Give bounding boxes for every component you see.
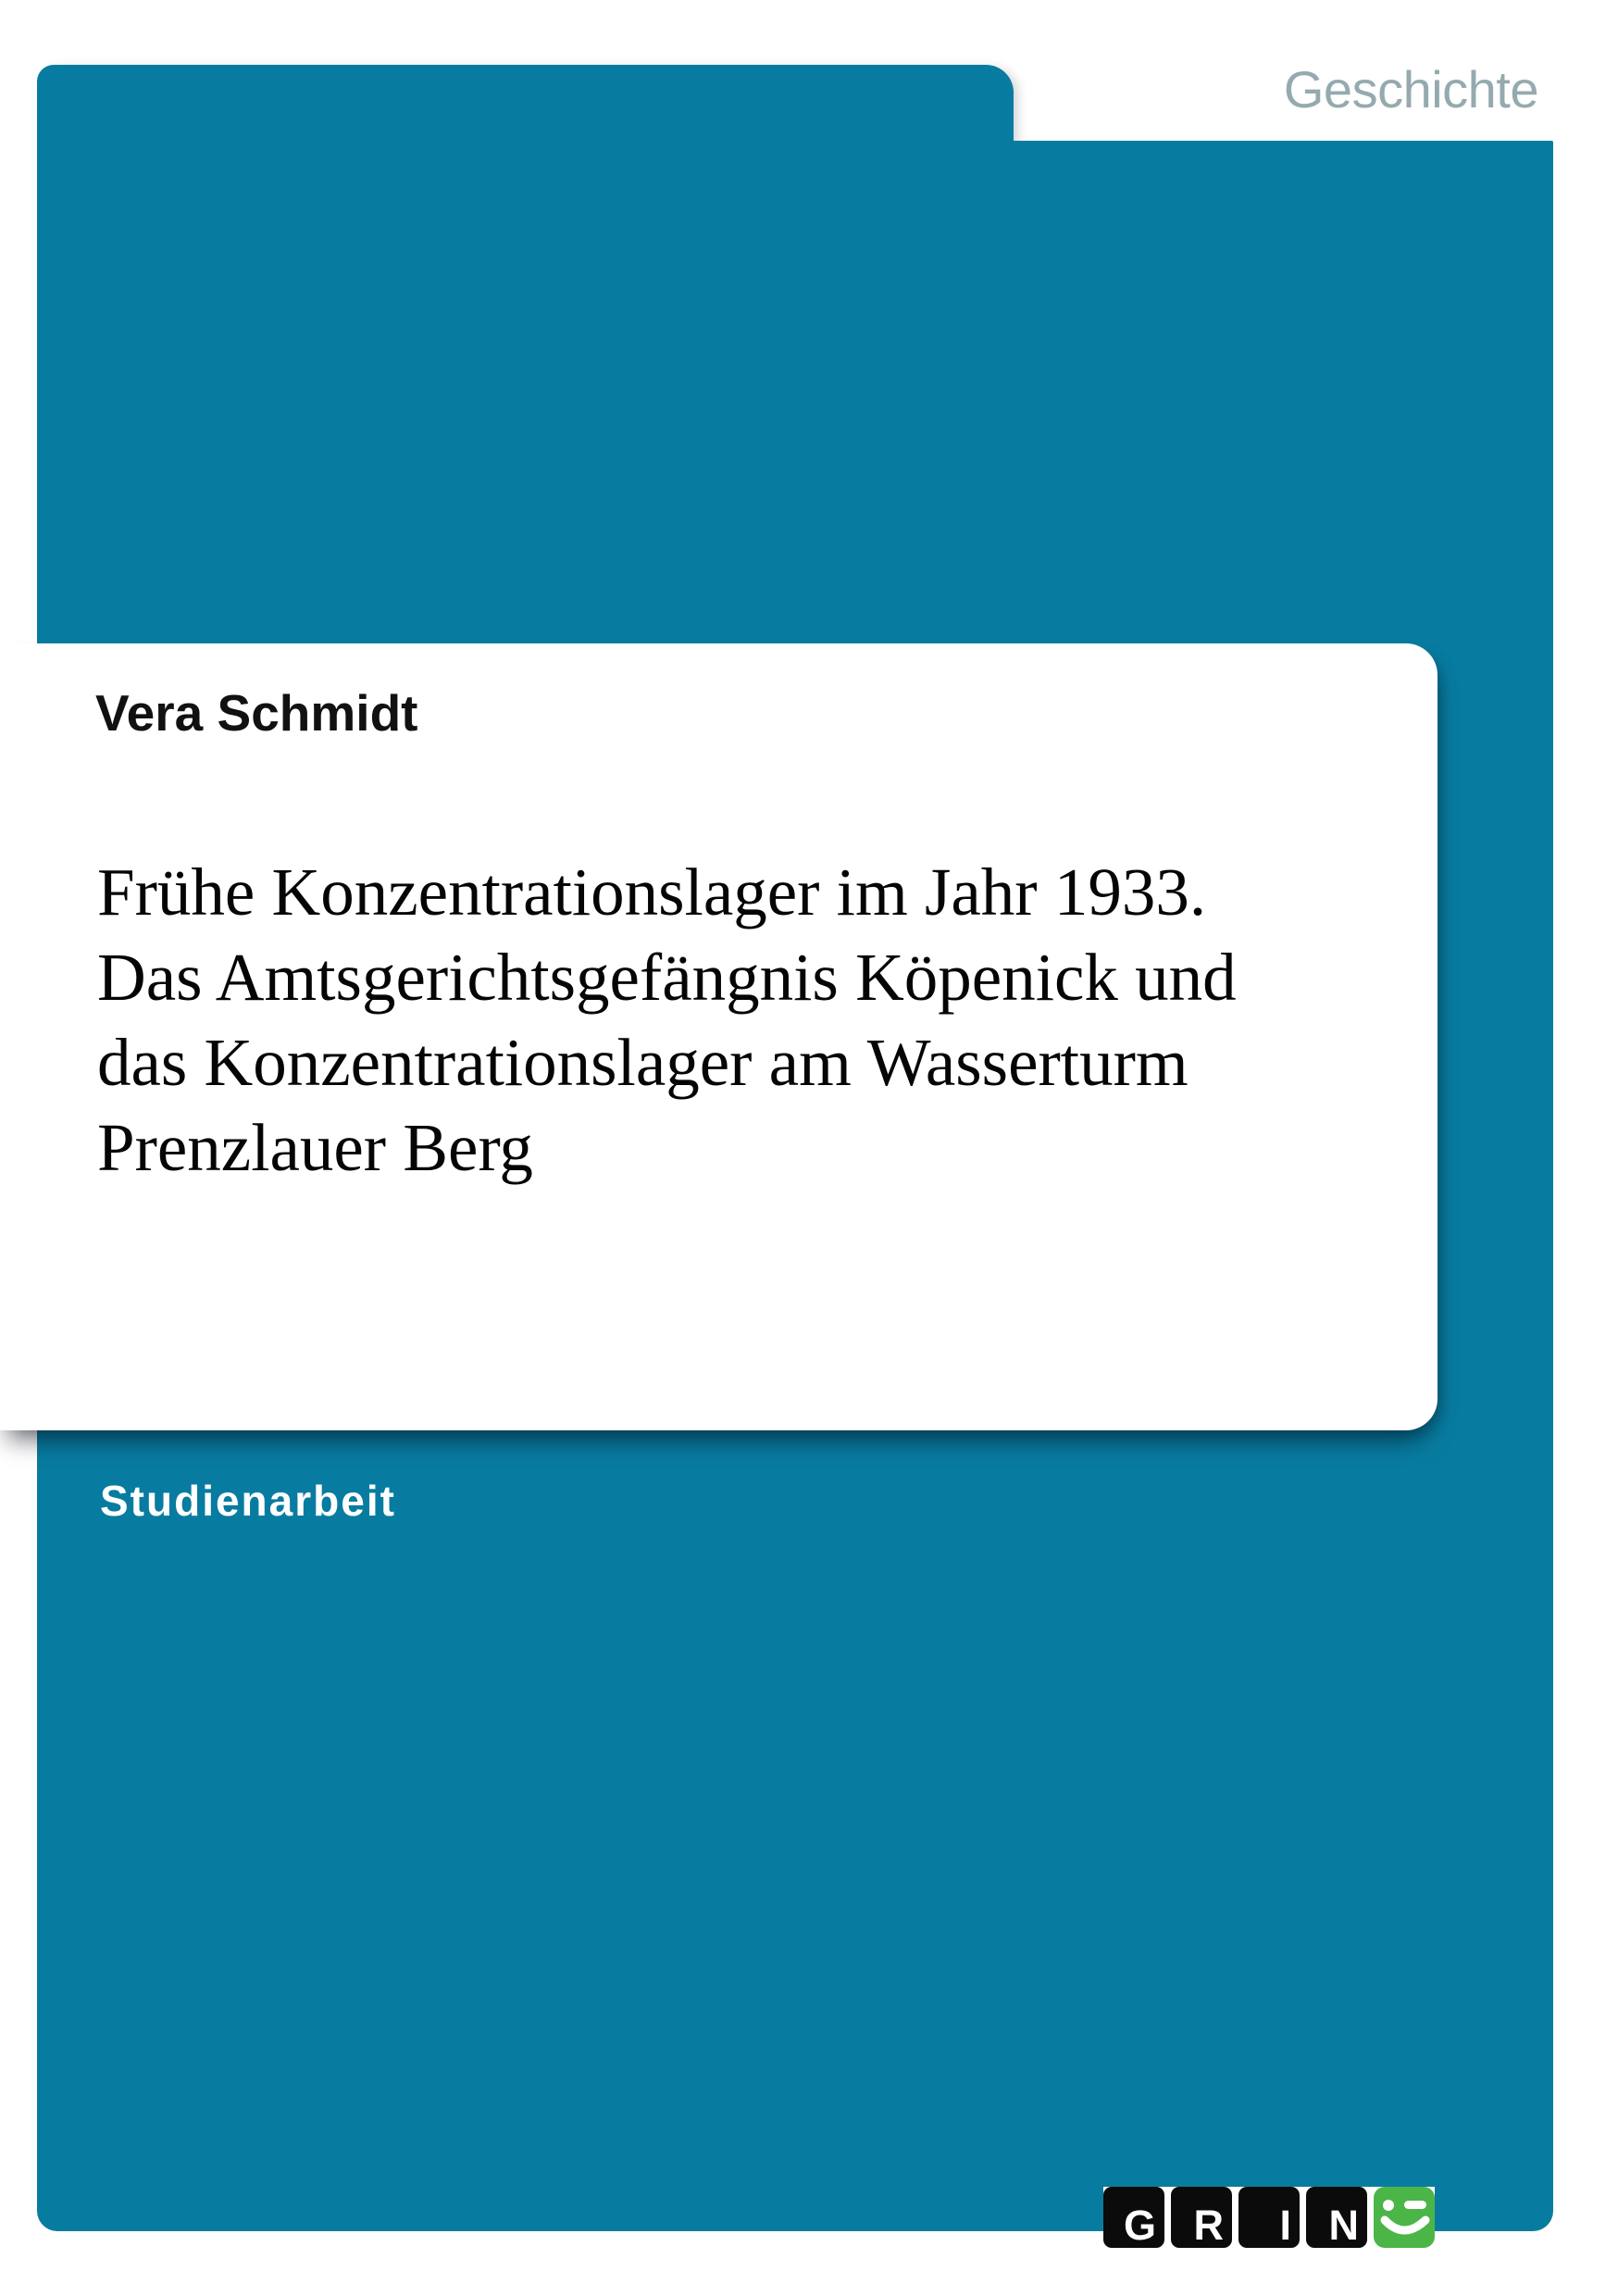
title-line: das Konzentrationslager am Wasserturm — [97, 1025, 1189, 1100]
title-line: Das Amtsgerichtsgefängnis Köpenick und — [97, 940, 1237, 1015]
grin-logo — [1103, 2187, 1435, 2248]
document-type-label: Studienarbeit — [100, 1477, 396, 1525]
logo-smiley-tile — [1374, 2187, 1435, 2248]
title-line: Prenzlauer Berg — [97, 1110, 533, 1185]
winking-smiley-icon — [1374, 2187, 1435, 2248]
author-name: Vera Schmidt — [95, 684, 418, 742]
book-title — [97, 850, 1382, 1191]
category-label: Geschichte — [1283, 60, 1538, 119]
logo-letter-g: G — [1103, 2187, 1164, 2248]
title-line: Frühe Konzentrationslager im Jahr 1933. — [97, 855, 1207, 930]
logo-letter-n: N — [1306, 2187, 1367, 2248]
logo-letter-i: I — [1238, 2187, 1300, 2248]
title-box — [0, 643, 1438, 1430]
logo-letter-r: R — [1171, 2187, 1232, 2248]
